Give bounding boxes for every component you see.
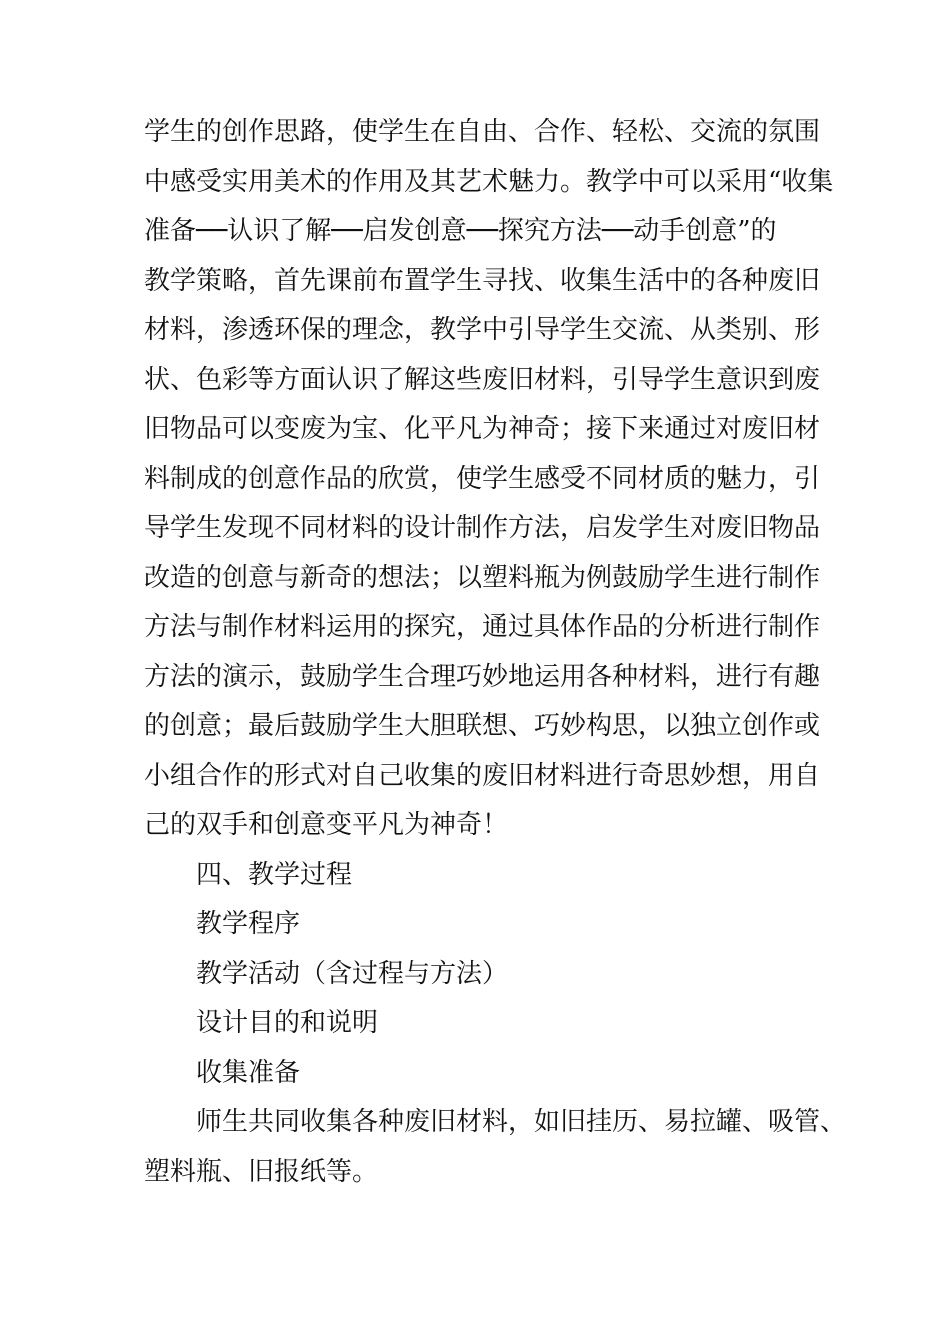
paragraph-line: 己的双手和创意变平凡为神奇！: [144, 810, 509, 840]
subheading: 设计目的和说明: [196, 1008, 379, 1038]
paragraph-line: 塑料瓶、旧报纸等。: [144, 1156, 379, 1187]
subheading: 教学活动（含过程与方法）: [196, 958, 509, 989]
paragraph-line: 教学策略，首先课前布置学生寻找、收集生活中的各种废旧: [144, 265, 821, 296]
paragraph-line: 导学生发现不同材料的设计制作方法，启发学生对废旧物品: [144, 513, 821, 543]
paragraph-line: 准备──认识了解──启发创意──探究方法──动手创意”的: [144, 216, 777, 246]
subheading: 收集准备: [196, 1057, 301, 1088]
section-heading: 四、教学过程: [196, 859, 353, 890]
document-body: [144, 108, 847, 1197]
paragraph-line: 料制成的创意作品的欣赏，使学生感受不同材质的魅力，引: [144, 463, 821, 494]
paragraph-line: 的创意；最后鼓励学生大胆联想、巧妙构思，以独立创作或: [144, 711, 821, 741]
paragraph-line: 方法的演示，鼓励学生合理巧妙地运用各种材料，进行有趣: [144, 661, 821, 692]
paragraph-line: 中感受实用美术的作用及其艺术魅力。教学中可以采用“收集: [144, 166, 834, 197]
paragraph-line: 状、色彩等方面认识了解这些废旧材料，引导学生意识到废: [144, 364, 821, 395]
paragraph-line: 学生的创作思路，使学生在自由、合作、轻松、交流的氛围: [144, 117, 821, 147]
paragraph-line: 师生共同收集各种废旧材料，如旧挂历、易拉罐、吸管、: [196, 1107, 847, 1137]
paragraph-line: 材料，渗透环保的理念，教学中引导学生交流、从类别、形: [144, 315, 821, 345]
paragraph-line: 小组合作的形式对自己收集的废旧材料进行奇思妙想，用自: [144, 760, 821, 791]
subheading: 教学程序: [196, 909, 301, 939]
paragraph-line: 方法与制作材料运用的探究，通过具体作品的分析进行制作: [144, 612, 821, 642]
paragraph-line: 旧物品可以变废为宝、化平凡为神奇；接下来通过对废旧材: [144, 414, 821, 444]
paragraph-line: 改造的创意与新奇的想法；以塑料瓶为例鼓励学生进行制作: [144, 562, 821, 593]
